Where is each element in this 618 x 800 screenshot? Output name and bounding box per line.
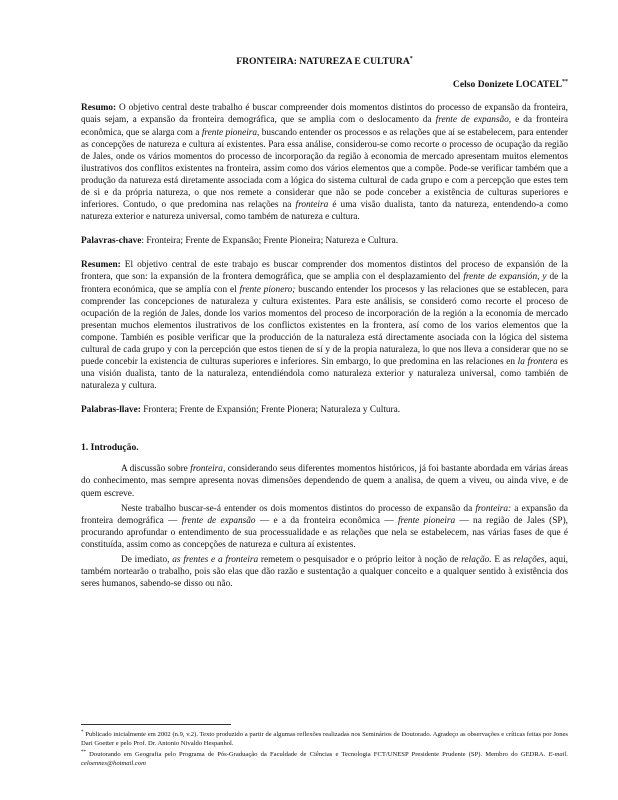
body-text: aqui, também nortearão o trabalho, pois são elas que dão razão e sustentação a qualquer conceito e a qualquer sentido à existência dos seres humanos, sabendo-se disso ou não.	[81, 555, 568, 590]
title-text: FRONTEIRA: NATUREZA E CULTURA	[236, 56, 410, 68]
abstract-es	[81, 259, 568, 392]
body-text: — na região de Jales (SP), procurando aprofundar o entendimento de sua processualidade e as relações que nela se estabelecem, nas várias fases de que é constituída, assim como as concepções de natureza e cultura aí existentes.	[81, 515, 569, 550]
keywords-pt-label: Palavras-chave	[81, 236, 142, 247]
abstract-pt-italic: frente pioneira,	[201, 127, 260, 138]
abstract-es-label: Resumen:	[81, 260, 121, 271]
footnotes	[81, 724, 568, 769]
body-text: A discussão sobre	[121, 464, 191, 475]
body-text: considerando seus diferentes momentos históricos, já foi bastante abordada em várias áreas do conhecimento, mas sempre apresenta novas dimensões dependendo de quem a analisa, de quem a viveu, ou ainda vive, e de quem escreve.	[81, 464, 568, 499]
abstract-pt-italic: fronteira	[295, 200, 329, 211]
body-italic: relações,	[513, 555, 547, 565]
intro-paragraph-2	[81, 503, 568, 551]
footnote-1-text: Publicado inicialmente em 2002 (n.9, v.2). Texto produzido a partir de algumas reflexões realizadas nos Seminários de Doutorado. Agradeço as observações e críticas feitas por Jones Dari Goetter e pelo Prof. Dr. Antonio Nivaldo Hespanhol.	[81, 731, 568, 747]
body-italic: relação.	[461, 555, 492, 565]
footnote-2	[81, 749, 568, 768]
body-text: Neste trabalho buscar-se-á entender os dois momentos distintos do processo de expansão da	[121, 503, 476, 514]
abstract-es-text: buscando entender los procesos y las relaciones que se establecen, para comprender las concepciones de naturaleza y cultura existentes. Para este análisis, se consideró como recorte el proceso de ocupación de la región de Jales, donde los varios momentos del proceso de incorporación de la región a la economía de mercado presentan muchos elementos ilustrativos de los conflictos existentes en la frontera, así como de los varios elementos que la compone. También es posible verificar que la producción de la naturaleza está directamente asociada con la lógica del sistema cultural de cada grupo y con la percepción que estos tienen de sí y de la propia naturaleza, lo que nos lleva a considerar que no se puede concebir la existencia de culturas superiores e inferiores. Sin embargo, lo que predomina en las relaciones en	[81, 284, 568, 368]
abstract-es-italic: la frontera	[517, 357, 558, 368]
footnote-divider	[81, 724, 231, 725]
keywords-pt-text: : Fronteira; Frente de Expansão; Frente Pioneira; Natureza e Cultura.	[141, 236, 399, 247]
keywords-pt	[81, 235, 568, 247]
paper-page	[81, 56, 568, 593]
abstract-pt-label: Resumo:	[81, 103, 117, 114]
abstract-pt-italic: frente de expansão,	[435, 115, 512, 126]
abstract-es-text: es una visión dualista, tanto de la naturaleza, entendiéndola como naturaleza exterior y naturaleza universal, como también de naturaleza y cultura.	[81, 357, 568, 392]
footnote-1	[81, 729, 568, 748]
abstract-es-italic: frente de expansión, y	[463, 272, 547, 283]
abstract-es-text: El objetivo central de este trabajo es buscar comprender dos momentos distintos del proceso de expansión de la frontera, que son: la expansión de la frontera demográfica, que se amplia con el desplazamiento del	[81, 260, 568, 283]
footnote-1-mark: *	[81, 730, 84, 735]
body-italic: frente de expansão	[181, 515, 256, 526]
author-name: Celso Donizete LOCATEL	[452, 79, 562, 91]
body-text: remetem o pesquisador e o próprio leitor à noção de	[258, 555, 462, 565]
body-italic: fronteira,	[190, 464, 226, 475]
intro-paragraph-3	[81, 554, 568, 590]
abstract-pt-text: é uma visão dualista, tanto da natureza, entendendo-a como natureza exterior e natureza universal, como também de natureza e cultura.	[81, 200, 568, 223]
keywords-es-label: Palabras-llave:	[81, 405, 141, 416]
abstract-es-text: de la frontera económica, que se amplía con el	[81, 272, 568, 295]
abstract-pt	[81, 102, 568, 223]
abstract-pt-text: buscando entender os processos e as relações que aí se estabelecem, para entender as concepções de natureza e cultura aí existentes. Para essa análise, considerou-se como recorte o processo de ocupação da região de Jales, onde os vários momentos do processo de incorporação da região à economia de mercado apresentam muitos elementos ilustrativos dos conflitos existentes na fronteira, assim como dos vários elementos que a compõe. Pode-se verificar também que a produção da natureza está diretamente associada com a lógica do sistema cultural de cada grupo e com a percepção que estes tem de si e da própria natureza, o que nos remete a considerar que não se pode conceber a existência de culturas superiores e inferiores. Contudo, o que predomina nas relações na	[81, 127, 569, 211]
body-text: a expansão da fronteira demográfica —	[81, 503, 568, 526]
body-text: E as	[491, 555, 514, 565]
body-italic: frente pioneira	[397, 515, 456, 526]
footnote-2-email: E-mail. celoennes@hotmail.com	[81, 751, 568, 767]
footnote-2-text: Doutorando em Geografia pelo Programa de Pós-Graduação da Faculdade de Ciências e Tecnologia FCT/UNESP Presidente Prudente (SP). Membro do GEDRA.	[86, 751, 549, 759]
body-italic: as frentes e a fronteira	[172, 555, 259, 565]
footnote-2-mark: **	[81, 750, 86, 755]
abstract-pt-text: e da fronteira econômica, que se alarga com a	[81, 115, 568, 138]
abstract-es-italic: frente pionero;	[239, 284, 296, 295]
body-text: — e a da fronteira econômica —	[255, 515, 398, 526]
abstract-pt-text: O objetivo central deste trabalho é buscar compreender dois momentos distintos do processo de expansão da fronteira, quais sejam, a expansão da fronteira demográfica, que se amplia com o deslocamento da	[81, 103, 568, 126]
author-footnote-mark: **	[562, 79, 568, 86]
body-italic: fronteira:	[475, 503, 512, 514]
intro-paragraph-1	[81, 463, 568, 499]
title-footnote-mark: *	[409, 56, 413, 62]
keywords-es	[81, 404, 568, 416]
paper-title	[81, 56, 568, 67]
body-text: De imediato,	[121, 555, 173, 565]
keywords-es-text: Frontera; Frente de Expansión; Frente Pionera; Naturaleza y Cultura.	[140, 405, 401, 416]
section-heading: 1. Introdução.	[81, 442, 139, 454]
author-line	[81, 79, 568, 90]
